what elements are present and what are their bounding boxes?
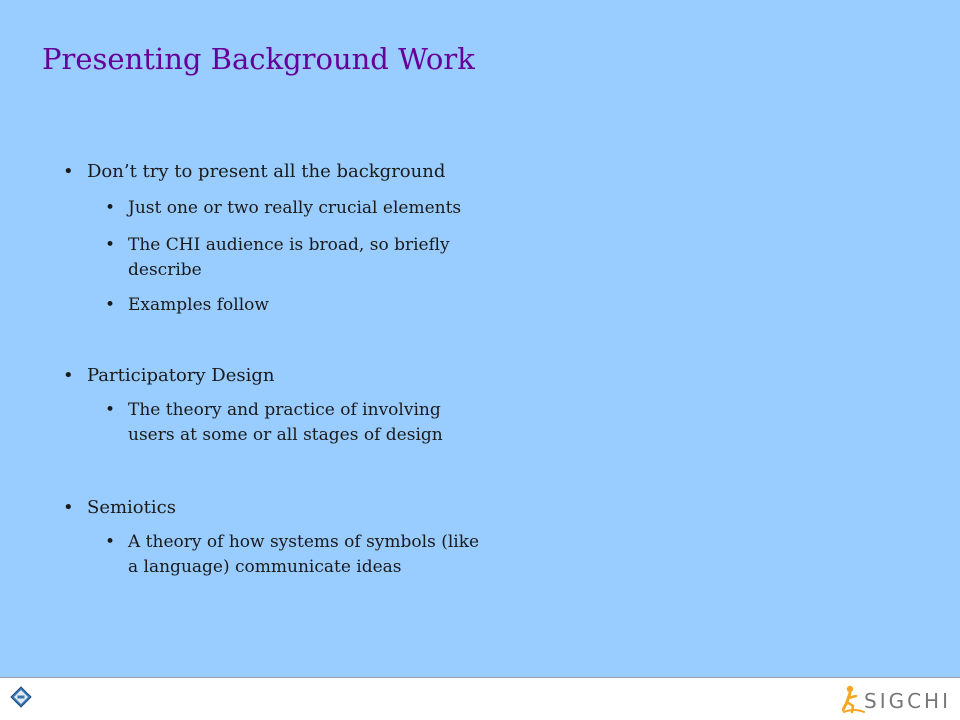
- sub-bullet-line: a language) communicate ideas: [128, 557, 402, 577]
- sub-bullet-line: The theory and practice of involving: [128, 400, 441, 420]
- slide-footer: [0, 677, 960, 720]
- acm-diamond-icon: [10, 686, 32, 708]
- sub-bullet-crucial-elements: • Just one or two really crucial elements: [128, 196, 461, 221]
- sub-bullet-chi-audience: [128, 233, 450, 283]
- bullet-background: • Don’t try to present all the background: [87, 160, 445, 184]
- sub-bullet-pd-definition: [128, 398, 443, 448]
- sub-bullet-semiotics-definition: [128, 530, 479, 580]
- sub-bullet-line: describe: [128, 260, 202, 280]
- page-title: Presenting Background Work: [42, 42, 475, 76]
- sub-bullet-line: users at some or all stages of design: [128, 425, 443, 445]
- sub-bullet-line: The CHI audience is broad, so briefly: [128, 235, 450, 255]
- sub-bullet-examples: • Examples follow: [128, 293, 269, 318]
- bullet-participatory-design: • Participatory Design: [87, 364, 274, 388]
- sigchi-logo: [842, 684, 952, 714]
- sigchi-logo-text: SIGCHI: [864, 689, 951, 713]
- sub-bullet-line: A theory of how systems of symbols (like: [128, 532, 480, 552]
- bullet-semiotics: • Semiotics: [87, 496, 176, 520]
